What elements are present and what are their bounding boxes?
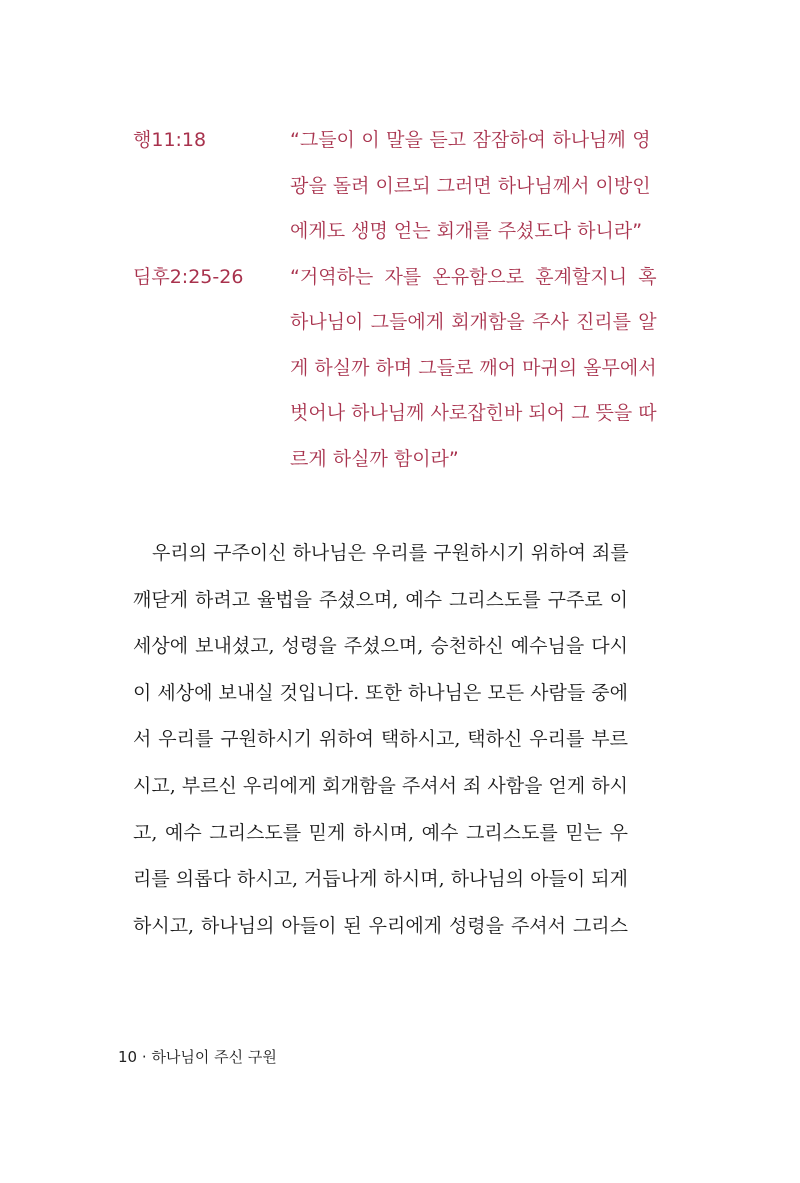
verse-line: 벗어나 하나님께 사로잡힌바 되어 그 뜻을 따	[290, 402, 657, 424]
verse-line: 하나님이 그들에게 회개함을 주사 진리를 알	[290, 311, 657, 333]
body-line: 우리의 구주이신 하나님은 우리를 구원하시기 위하여 죄를	[152, 542, 629, 564]
verse-line: 광을 돌려 이르되 그러면 하나님께서 이방인	[290, 174, 651, 197]
verse-line: “거역하는 자를 온유함으로 훈계할지니 혹	[290, 265, 657, 288]
body-line: 고, 예수 그리스도를 믿게 하시며, 예수 그리스도를 믿는 우	[133, 821, 628, 844]
body-line: 하시고, 하나님의 아들이 된 우리에게 성령을 주셔서 그리스	[133, 914, 628, 937]
verse-line: 르게 하실까 함이라”	[290, 447, 459, 470]
verse-line: “그들이 이 말을 듣고 잠잠하여 하나님께 영	[290, 129, 651, 151]
verse-reference: 딤후2:25-26	[133, 265, 244, 288]
verse-2tim-2-25-26	[133, 255, 657, 483]
body-paragraph	[133, 530, 628, 949]
body-line: 서 우리를 구원하시기 위하여 택하시고, 택하신 우리를 부르	[133, 728, 628, 751]
scripture-references	[133, 118, 657, 482]
footer-separator: ·	[141, 1048, 147, 1066]
verse-text	[290, 118, 651, 255]
body-line: 리를 의롭다 하시고, 거듭나게 하시며, 하나님의 아들이 되게	[133, 868, 628, 891]
verse-line: 에게도 생명 얻는 회개를 주셨도다 하니라”	[290, 220, 643, 242]
verse-line: 게 하실까 하며 그들로 깨어 마귀의 올무에서	[290, 356, 657, 379]
book-title: 하나님이 주신 구원	[151, 1048, 277, 1066]
verse-text	[290, 255, 657, 483]
body-line: 이 세상에 보내실 것입니다. 또한 하나님은 모든 사람들 중에	[133, 681, 628, 704]
body-line: 시고, 부르신 우리에게 회개함을 주셔서 죄 사함을 얻게 하시	[133, 774, 628, 797]
body-line: 깨닫게 하려고 율법을 주셨으며, 예수 그리스도를 구주로 이	[133, 588, 628, 611]
page-footer	[118, 1046, 277, 1067]
body-line: 세상에 보내셨고, 성령을 주셨으며, 승천하신 예수님을 다시	[133, 635, 628, 658]
page-number: 10	[118, 1048, 138, 1066]
verse-reference: 행11:18	[133, 129, 207, 151]
verse-acts-11-18	[133, 118, 651, 255]
